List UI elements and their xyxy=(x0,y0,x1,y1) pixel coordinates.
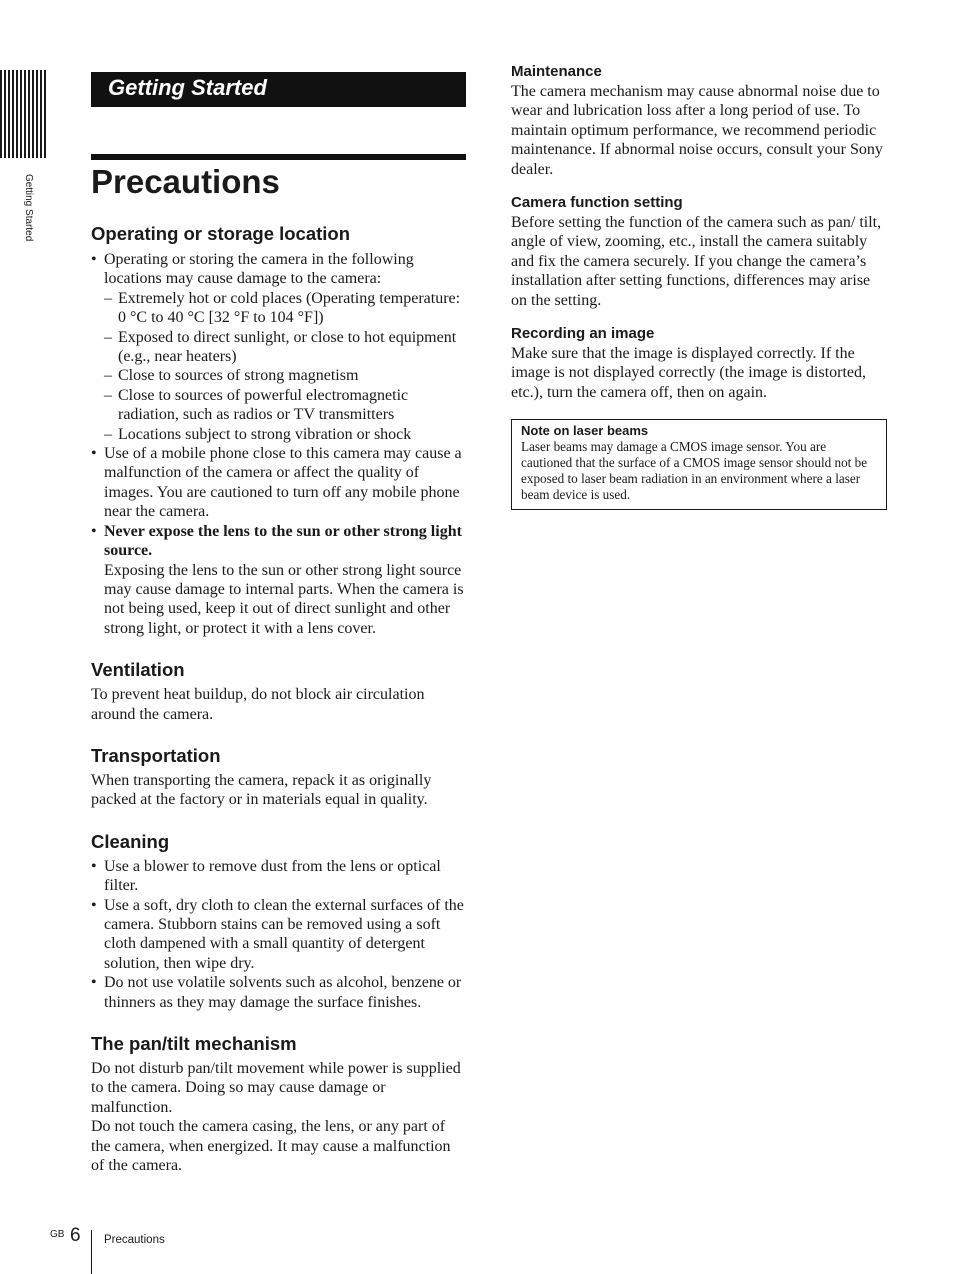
operating-bullet-1: Operating or storing the camera in the following locations may cause damage to the camera: xyxy=(104,251,414,288)
list-item: – Extremely hot or cold places (Operating temperature: 0 °C to 40 °C [32 °F to 104 °F]) xyxy=(104,289,466,328)
footer-label: Precautions xyxy=(104,1234,165,1246)
list-item: – Close to sources of powerful electromagnetic radiation, such as radios or TV transmitters xyxy=(104,386,466,425)
note-title: Note on laser beams xyxy=(521,423,649,439)
note-text: Laser beams may damage a CMOS image sensor. You are cautioned that the surface of a CMOS image sensor should not be exposed to laser beam radiation in an environment where a laser beam device is used. xyxy=(521,439,868,503)
operating-warning-text: Exposing the lens to the sun or other strong light source may cause damage to internal parts. When the camera is not being used, keep it out of direct sunlight and other strong light, or protect it with a lens cover. xyxy=(104,561,464,637)
list-item: • Use a blower to remove dust from the lens or optical filter. xyxy=(91,857,466,896)
page-number: 6 xyxy=(70,1225,81,1246)
left-column xyxy=(91,222,466,1175)
cleaning-heading: Cleaning xyxy=(91,830,170,852)
footer-divider xyxy=(91,1230,92,1274)
camera-function-heading: Camera function setting xyxy=(511,194,683,212)
page-title: Precautions xyxy=(91,163,280,200)
list-item xyxy=(91,522,466,638)
pantilt-heading: The pan/tilt mechanism xyxy=(91,1033,297,1054)
operating-sublist xyxy=(104,289,466,444)
recording-text: Make sure that the image is displayed correctly. If the image is not displayed correctly (the image is distorted, etc.), turn the camera off, then on again. xyxy=(511,345,867,401)
list-item: – Close to sources of strong magnetism xyxy=(104,366,466,385)
list-item xyxy=(91,250,466,444)
pantilt-text-2: Do not touch the camera casing, the lens, or any part of the camera, when energized. It may cause a malfunction of the camera. xyxy=(91,1118,451,1175)
transportation-text: When transporting the camera, repack it as originally packed at the factory or in materials equal in quality. xyxy=(91,771,432,809)
footer-region-code: GB xyxy=(50,1229,65,1240)
ventilation-text: To prevent heat buildup, do not block air circulation around the camera. xyxy=(91,686,425,723)
list-item: – Exposed to direct sunlight, or close to hot equipment (e.g., near heaters) xyxy=(104,328,466,367)
thumb-index-stripes xyxy=(0,70,46,158)
list-item: • Use of a mobile phone close to this camera may cause a malfunction of the camera or affect the quality of images. You are cautioned to turn off any mobile phone near the camera. xyxy=(91,444,466,522)
maintenance-heading: Maintenance xyxy=(511,63,602,80)
operating-list xyxy=(91,250,466,638)
list-item: • Do not use volatile solvents such as alcohol, benzene or thinners as they may damage the surface finishes. xyxy=(91,973,466,1012)
ventilation-heading: Ventilation xyxy=(91,659,185,681)
recording-heading: Recording an image xyxy=(511,325,655,343)
cleaning-list xyxy=(91,857,466,1012)
operating-warning-bold: Never expose the lens to the sun or other strong light source. xyxy=(104,522,462,560)
side-tab-label: Getting Started xyxy=(23,174,34,242)
camera-function-text: Before setting the function of the camera such as pan/ tilt, angle of view, zooming, etc., install the camera suitably and fix the camera securely. If you change the camera’s installation after setting functions, differences may arise on the setting. xyxy=(511,214,882,309)
pantilt-text-1: Do not disturb pan/tilt movement while power is supplied to the camera. Doing so may cause damage or malfunction. xyxy=(91,1060,461,1116)
maintenance-text: The camera mechanism may cause abnormal noise due to wear and lubrication loss after a long period of use. To maintain optimum performance, we recommend periodic maintenance. If abnormal noise occurs, consult your Sony dealer. xyxy=(511,83,883,178)
right-column xyxy=(511,62,887,510)
transportation-heading: Transportation xyxy=(91,744,221,766)
section-banner-label: Getting Started xyxy=(108,75,267,100)
laser-note-box xyxy=(511,419,887,510)
section-banner xyxy=(91,72,466,107)
list-item: • Use a soft, dry cloth to clean the external surfaces of the camera. Stubborn stains can be removed using a soft cloth dampened with a small quantity of detergent solution, then wipe dry. xyxy=(91,896,466,974)
list-item: – Locations subject to strong vibration or shock xyxy=(104,425,466,444)
operating-heading: Operating or storage location xyxy=(91,223,351,244)
